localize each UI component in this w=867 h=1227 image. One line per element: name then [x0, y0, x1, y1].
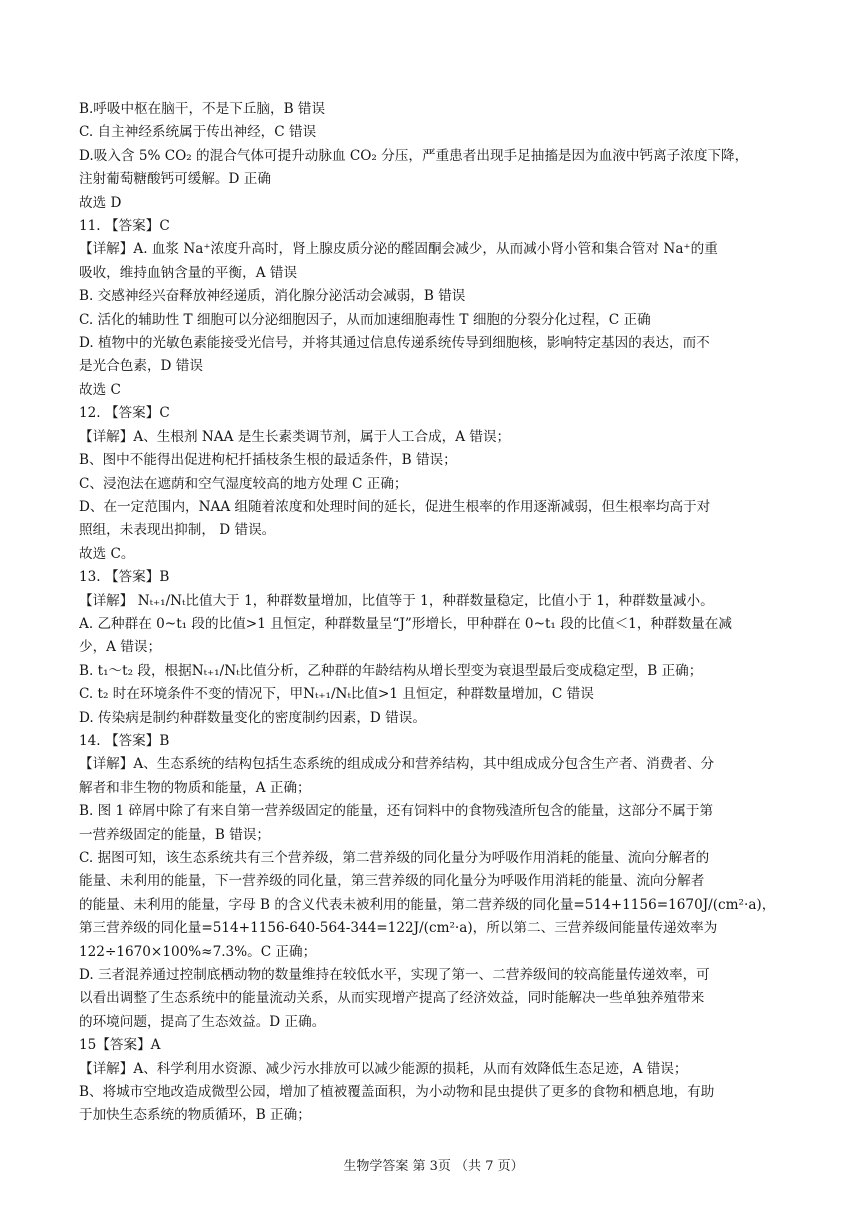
text-line: 【详解】 Nₜ₊₁/Nₜ比值大于 1，种群数量增加，比值等于 1，种群数量稳定，比值小于 1，种群数量减小。	[79, 592, 714, 609]
text-line: 13. 【答案】B	[79, 569, 170, 586]
text-line: C. t₂ 时在环境条件不变的情况下，甲Nₜ₊₁/Nₜ比值>1 且恒定，种群数量增加，C 错误	[79, 686, 594, 703]
text-line: D. 植物中的光敏色素能接受光信号，并将其通过信息传递系统传导到细胞核，影响特定基因的表达，而不	[79, 335, 710, 352]
text-line: B. 交感神经兴奋释放神经递质，消化腺分泌活动会减弱，B 错误	[79, 288, 466, 305]
text-line: 是光合色素，D 错误	[79, 358, 203, 375]
text-line: 一营养级固定的能量，B 错误；	[79, 826, 271, 843]
text-line: 注射葡萄糖酸钙可缓解。D 正确	[79, 171, 271, 188]
text-line: 【详解】A、生态系统的结构包括生态系统的组成成分和营养结构，其中组成成分包含生产者、消费者、分	[79, 756, 715, 773]
text-line: 的能量、未利用的能量，字母 B 的含义代表未被利用的能量，第二营养级的同化量=514+1156=1670J/(cm²·a)，	[79, 896, 776, 913]
text-line: D. 三者混养通过控制底栖动物的数量维持在较低水平，实现了第一、二营养级间的较高能量传递效率，可	[79, 967, 710, 984]
text-line: B. t₁～t₂ 段，根据Nₜ₊₁/Nₜ比值分析，乙种群的年龄结构从增长型变为衰退型最后变成稳定型，B 正确；	[79, 662, 703, 679]
text-line: D、在一定范围内，NAA 组随着浓度和处理时间的延长，促进生根率的作用逐渐减弱，但生根率均高于对	[79, 498, 711, 515]
text-line: A. 乙种群在 0~t₁ 段的比值>1 且恒定，种群数量呈“J”形增长，甲种群在 0~t₁ 段的比值＜1，种群数量在减	[79, 615, 732, 632]
text-line: B.呼吸中枢在脑干，不是下丘脑，B 错误	[79, 101, 326, 117]
text-line: 14. 【答案】B	[79, 732, 170, 749]
page-footer: 生物学答案 第 3页 （共 7 页）	[343, 1159, 524, 1174]
text-line: 【详解】A、科学利用水资源、减少污水排放可以减少能源的损耗，从而有效降低生态足迹，A 错误；	[79, 1060, 688, 1077]
text-line: C. 自主神经系统属于传出神经，C 错误	[79, 124, 317, 141]
text-line: 的环境问题，提高了生态效益。D 正确。	[79, 1013, 326, 1030]
text-line: 11. 【答案】C	[79, 218, 170, 235]
text-line: C. 据图可知，该生态系统共有三个营养级，第二营养级的同化量分为呼吸作用消耗的能量、流向分解者的	[79, 850, 710, 866]
text-line: 故选 C	[79, 381, 121, 398]
text-line: 122÷1670×100%≈7.3%。C 正确；	[79, 943, 317, 960]
text-line: 能量、未利用的能量，下一营养级的同化量，第三营养级的同化量分为呼吸作用消耗的能量、流向分解者	[79, 873, 705, 890]
text-line: 【详解】A、生根剂 NAA 是生长素类调节剂，属于人工合成，A 错误；	[79, 428, 511, 445]
text-line: 以看出调整了生态系统中的能量流动关系，从而实现增产提高了经济效益，同时能解决一些单独养殖带来	[79, 990, 705, 1007]
text-line: 故选 C。	[79, 545, 135, 562]
text-line: 照组，未表现出抑制， D 错误。	[79, 522, 276, 539]
text-line: B. 图 1 碎屑中除了有来自第一营养级固定的能量，还有饲料中的食物残渣所包含的能量，这部分不属于第	[79, 803, 714, 820]
text-line: 第三营养级的同化量=514+1156-640-564-344=122J/(cm²·a)，所以第二、三营养级间能量传递效率为	[79, 920, 718, 937]
text-line: 15【答案】A	[79, 1037, 161, 1054]
text-line: B、图中不能得出促进枸杞扦插枝条生根的最适条件，B 错误；	[79, 452, 457, 469]
text-line: 于加快生态系统的物质循环，B 正确；	[79, 1107, 311, 1124]
text-line: B、将城市空地改造成微型公园，增加了植被覆盖面积，为小动物和昆虫提供了更多的食物和栖息地，有助	[79, 1084, 715, 1101]
text-line: 解者和非生物的物质和能量，A 正确；	[79, 779, 311, 796]
text-line: 故选 D	[79, 194, 122, 211]
text-line: 【详解】A. 血浆 Na⁺浓度升高时，肾上腺皮质分泌的醛固酮会减少，从而减小肾小管和集合管对 Na⁺的重	[79, 241, 718, 258]
text-line: 少，A 错误；	[79, 639, 162, 656]
text-line: 吸收，维持血钠含量的平衡，A 错误	[79, 264, 298, 281]
text-line: C. 活化的辅助性 T 细胞可以分泌细胞因子，从而加速细胞毒性 T 细胞的分裂分化过程，C 正确	[79, 311, 651, 328]
text-line: 12. 【答案】C	[79, 405, 170, 422]
text-line: D.吸入含 5% CO₂ 的混合气体可提升动脉血 CO₂ 分压，严重患者出现手足抽搐是因为血液中钙离子浓度下降，	[79, 147, 749, 164]
text-line: C、浸泡法在遮荫和空气湿度较高的地方处理 C 正确；	[79, 475, 408, 492]
text-line: D. 传染病是制约种群数量变化的密度制约因素，D 错误。	[79, 709, 426, 726]
answer-text	[79, 98, 795, 1128]
